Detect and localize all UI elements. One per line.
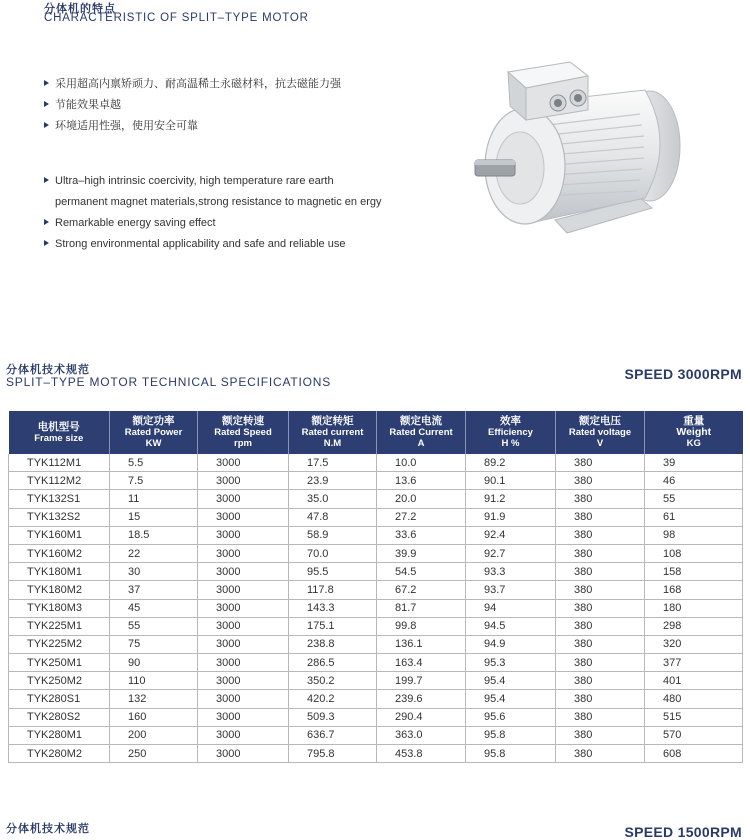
table-cell: 37 bbox=[110, 581, 198, 599]
table-cell: 158 bbox=[645, 563, 743, 581]
feature-item: 环境适用性强，使用安全可靠 bbox=[44, 118, 484, 139]
table-cell: 81.7 bbox=[377, 599, 466, 617]
table-row bbox=[9, 654, 743, 672]
column-header-en: Rated voltage bbox=[568, 427, 632, 438]
table-cell: 3000 bbox=[198, 690, 289, 708]
table-row bbox=[9, 526, 743, 544]
table-cell: 380 bbox=[556, 472, 645, 490]
table-cell: 27.2 bbox=[377, 508, 466, 526]
table-cell: TYK160M2 bbox=[9, 544, 110, 562]
table-cell: 380 bbox=[556, 454, 645, 472]
table-cell: 3000 bbox=[198, 563, 289, 581]
table-cell: 95.8 bbox=[466, 745, 556, 763]
table-cell: 3000 bbox=[198, 672, 289, 690]
table-cell: 608 bbox=[645, 745, 743, 763]
table-cell: TYK280S2 bbox=[9, 708, 110, 726]
table-cell: 380 bbox=[556, 544, 645, 562]
table-cell: 3000 bbox=[198, 544, 289, 562]
table-cell: 23.9 bbox=[289, 472, 377, 490]
column-header bbox=[198, 411, 289, 454]
column-header-en: Frame size bbox=[34, 432, 84, 444]
table-cell: 75 bbox=[110, 635, 198, 653]
table-cell: TYK180M2 bbox=[9, 581, 110, 599]
table-cell: 377 bbox=[645, 654, 743, 672]
column-header-cn: 额定功率 bbox=[132, 415, 175, 427]
table-cell: 3000 bbox=[198, 490, 289, 508]
table-cell: 7.5 bbox=[110, 472, 198, 490]
table-cell: TYK225M2 bbox=[9, 635, 110, 653]
table-cell: 250 bbox=[110, 745, 198, 763]
table-cell: 95.4 bbox=[466, 690, 556, 708]
table-cell: 92.4 bbox=[466, 526, 556, 544]
column-header-en: Efficiency bbox=[488, 427, 533, 438]
table-cell: 380 bbox=[556, 599, 645, 617]
column-header-cn: 额定转矩 bbox=[311, 415, 354, 427]
table-cell: 3000 bbox=[198, 745, 289, 763]
table-cell: 110 bbox=[110, 672, 198, 690]
column-header-unit: rpm bbox=[234, 438, 252, 449]
table-cell: 3000 bbox=[198, 726, 289, 744]
table-cell: 3000 bbox=[198, 654, 289, 672]
table-cell: 515 bbox=[645, 708, 743, 726]
table-cell: 98 bbox=[645, 526, 743, 544]
spec-table bbox=[8, 411, 743, 763]
table-cell: 200 bbox=[110, 726, 198, 744]
column-header-cn: 额定电流 bbox=[400, 415, 442, 427]
column-header bbox=[110, 411, 198, 454]
column-header-cn: 重量 bbox=[683, 415, 705, 427]
feature-list bbox=[44, 76, 484, 257]
table-cell: 93.7 bbox=[466, 581, 556, 599]
table-cell: 180 bbox=[645, 599, 743, 617]
table-cell: 39.9 bbox=[377, 544, 466, 562]
column-header-unit: KW bbox=[145, 438, 162, 449]
column-header-unit: KG bbox=[686, 438, 701, 449]
table-cell: 3000 bbox=[198, 472, 289, 490]
bullet-arrow-icon bbox=[44, 80, 49, 86]
table-cell: 380 bbox=[556, 526, 645, 544]
table-cell: TYK132S2 bbox=[9, 508, 110, 526]
table-cell: 67.2 bbox=[377, 581, 466, 599]
table-cell: 380 bbox=[556, 581, 645, 599]
table-cell: 55 bbox=[110, 617, 198, 635]
spec-title-cn: 分体机技术规范 bbox=[6, 364, 90, 376]
table-cell: 54.5 bbox=[377, 563, 466, 581]
table-cell: 298 bbox=[645, 617, 743, 635]
table-cell: 93.3 bbox=[466, 563, 556, 581]
table-cell: 290.4 bbox=[377, 708, 466, 726]
column-header bbox=[9, 411, 110, 454]
column-header-cn: 额定转速 bbox=[222, 415, 264, 427]
table-cell: 132 bbox=[110, 690, 198, 708]
table-cell: 380 bbox=[556, 654, 645, 672]
table-cell: TYK112M2 bbox=[9, 472, 110, 490]
speed-label: SPEED 3000RPM bbox=[624, 366, 742, 382]
table-cell: 5.5 bbox=[110, 454, 198, 472]
table-cell: 320 bbox=[645, 635, 743, 653]
column-header-en: Weight bbox=[676, 426, 712, 438]
table-cell: 45 bbox=[110, 599, 198, 617]
table-cell: 3000 bbox=[198, 454, 289, 472]
table-cell: 10.0 bbox=[377, 454, 466, 472]
bullet-arrow-icon bbox=[44, 177, 49, 183]
table-cell: 39 bbox=[645, 454, 743, 472]
table-cell: TYK280M2 bbox=[9, 745, 110, 763]
table-cell: 3000 bbox=[198, 526, 289, 544]
table-cell: 94.5 bbox=[466, 617, 556, 635]
table-cell: TYK180M3 bbox=[9, 599, 110, 617]
table-cell: 92.7 bbox=[466, 544, 556, 562]
column-header-en: Rated Current bbox=[389, 427, 453, 438]
feature-item: Remarkable energy saving effect bbox=[44, 215, 484, 236]
motor-illustration-icon bbox=[470, 48, 685, 258]
column-header bbox=[289, 411, 377, 454]
table-cell: 95.8 bbox=[466, 726, 556, 744]
table-cell: 30 bbox=[110, 563, 198, 581]
table-cell: 91.2 bbox=[466, 490, 556, 508]
column-header bbox=[377, 411, 466, 454]
bullet-arrow-icon bbox=[44, 122, 49, 128]
table-cell: 108 bbox=[645, 544, 743, 562]
table-cell: 3000 bbox=[198, 508, 289, 526]
feature-item: Ultra–high intrinsic coercivity, high temperature rare earth bbox=[44, 173, 484, 194]
bullet-arrow-icon bbox=[44, 101, 49, 107]
column-header-en: Rated current bbox=[301, 427, 364, 438]
feature-item: Strong environmental applicability and safe and reliable use bbox=[44, 236, 484, 257]
table-row bbox=[9, 745, 743, 763]
table-cell: 570 bbox=[645, 726, 743, 744]
table-cell: TYK132S1 bbox=[9, 490, 110, 508]
table-cell: 401 bbox=[645, 672, 743, 690]
table-row bbox=[9, 508, 743, 526]
table-row bbox=[9, 563, 743, 581]
table-header bbox=[9, 411, 743, 454]
table-cell: 163.4 bbox=[377, 654, 466, 672]
table-cell: 99.8 bbox=[377, 617, 466, 635]
table-cell: 46 bbox=[645, 472, 743, 490]
table-cell: 239.6 bbox=[377, 690, 466, 708]
table-cell: TYK180M1 bbox=[9, 563, 110, 581]
table-cell: 380 bbox=[556, 708, 645, 726]
column-header-unit: A bbox=[417, 438, 425, 449]
column-header-en: Rated Power bbox=[124, 427, 183, 438]
next-speed-label: SPEED 1500RPM bbox=[624, 824, 742, 840]
column-header-cn: 电机型号 bbox=[37, 420, 80, 433]
table-cell: 350.2 bbox=[289, 672, 377, 690]
table-cell: 136.1 bbox=[377, 635, 466, 653]
table-cell: 20.0 bbox=[377, 490, 466, 508]
table-cell: 199.7 bbox=[377, 672, 466, 690]
table-cell: 70.0 bbox=[289, 544, 377, 562]
table-row bbox=[9, 472, 743, 490]
table-cell: 17.5 bbox=[289, 454, 377, 472]
table-cell: 380 bbox=[556, 617, 645, 635]
table-row bbox=[9, 672, 743, 690]
table-cell: 795.8 bbox=[289, 745, 377, 763]
table-row bbox=[9, 454, 743, 472]
table-cell: 90.1 bbox=[466, 472, 556, 490]
table-row bbox=[9, 708, 743, 726]
table-cell: 380 bbox=[556, 726, 645, 744]
table-cell: 453.8 bbox=[377, 745, 466, 763]
table-cell: 95.5 bbox=[289, 563, 377, 581]
table-cell: 363.0 bbox=[377, 726, 466, 744]
table-cell: 380 bbox=[556, 690, 645, 708]
table-cell: 175.1 bbox=[289, 617, 377, 635]
table-cell: 380 bbox=[556, 672, 645, 690]
table-cell: 58.9 bbox=[289, 526, 377, 544]
table-cell: 636.7 bbox=[289, 726, 377, 744]
table-cell: 380 bbox=[556, 635, 645, 653]
table-cell: 11 bbox=[110, 490, 198, 508]
table-cell: 90 bbox=[110, 654, 198, 672]
table-cell: 47.8 bbox=[289, 508, 377, 526]
table-cell: TYK280M1 bbox=[9, 726, 110, 744]
table-cell: TYK112M1 bbox=[9, 454, 110, 472]
table-cell: 143.3 bbox=[289, 599, 377, 617]
feature-item: 采用超高内禀矫顽力、耐高温稀土永磁材料，抗去磁能力强 bbox=[44, 76, 484, 97]
table-cell: 117.8 bbox=[289, 581, 377, 599]
bullet-arrow-icon bbox=[44, 240, 49, 246]
table-cell: TYK250M2 bbox=[9, 672, 110, 690]
column-header bbox=[466, 411, 556, 454]
column-header bbox=[556, 411, 645, 454]
table-cell: 3000 bbox=[198, 581, 289, 599]
table-row bbox=[9, 599, 743, 617]
table-body bbox=[9, 454, 743, 763]
column-header-unit: V bbox=[596, 438, 604, 449]
table-cell: 35.0 bbox=[289, 490, 377, 508]
table-cell: 420.2 bbox=[289, 690, 377, 708]
bullet-arrow-icon bbox=[44, 219, 49, 225]
table-cell: TYK250M1 bbox=[9, 654, 110, 672]
column-header-cn: 额定电压 bbox=[579, 415, 621, 427]
table-cell: 91.9 bbox=[466, 508, 556, 526]
next-section-title-cn: 分体机技术规范 bbox=[6, 823, 90, 835]
table-cell: 160 bbox=[110, 708, 198, 726]
table-cell: 94.9 bbox=[466, 635, 556, 653]
table-cell: 95.6 bbox=[466, 708, 556, 726]
table-cell: TYK225M1 bbox=[9, 617, 110, 635]
table-cell: 380 bbox=[556, 745, 645, 763]
table-cell: 94 bbox=[466, 599, 556, 617]
table-cell: TYK160M1 bbox=[9, 526, 110, 544]
column-header-cn: 效率 bbox=[500, 415, 521, 427]
table-row bbox=[9, 726, 743, 744]
table-cell: 3000 bbox=[198, 635, 289, 653]
column-header-unit: H % bbox=[501, 438, 520, 449]
table-cell: 18.5 bbox=[110, 526, 198, 544]
table-cell: 286.5 bbox=[289, 654, 377, 672]
column-header-en: Rated Speed bbox=[214, 427, 272, 438]
column-header bbox=[645, 411, 743, 454]
table-cell: 3000 bbox=[198, 708, 289, 726]
intro-title-en: CHARACTERISTIC OF SPLIT–TYPE MOTOR bbox=[44, 12, 309, 24]
table-cell: 95.4 bbox=[466, 672, 556, 690]
feature-item: 节能效果卓越 bbox=[44, 97, 484, 118]
table-cell: 3000 bbox=[198, 599, 289, 617]
table-cell: 238.8 bbox=[289, 635, 377, 653]
table-row bbox=[9, 544, 743, 562]
table-row bbox=[9, 635, 743, 653]
table-cell: TYK280S1 bbox=[9, 690, 110, 708]
table-cell: 55 bbox=[645, 490, 743, 508]
table-cell: 380 bbox=[556, 563, 645, 581]
column-header-unit: N.M bbox=[323, 438, 342, 449]
table-cell: 480 bbox=[645, 690, 743, 708]
intro-title-cn: 分体机的特点 bbox=[44, 3, 116, 15]
table-row bbox=[9, 581, 743, 599]
table-row bbox=[9, 490, 743, 508]
table-cell: 509.3 bbox=[289, 708, 377, 726]
table-cell: 380 bbox=[556, 490, 645, 508]
table-cell: 22 bbox=[110, 544, 198, 562]
table-cell: 61 bbox=[645, 508, 743, 526]
table-cell: 380 bbox=[556, 508, 645, 526]
table-cell: 33.6 bbox=[377, 526, 466, 544]
table-cell: 13.6 bbox=[377, 472, 466, 490]
table-cell: 3000 bbox=[198, 617, 289, 635]
table-cell: 89.2 bbox=[466, 454, 556, 472]
spec-title-en: SPLIT–TYPE MOTOR TECHNICAL SPECIFICATIONS bbox=[6, 375, 332, 389]
table-cell: 168 bbox=[645, 581, 743, 599]
table-cell: 95.3 bbox=[466, 654, 556, 672]
feature-item-continuation: permanent magnet materials,strong resistance to magnetic en ergy bbox=[55, 196, 382, 208]
table-row bbox=[9, 617, 743, 635]
table-cell: 15 bbox=[110, 508, 198, 526]
table-row bbox=[9, 690, 743, 708]
